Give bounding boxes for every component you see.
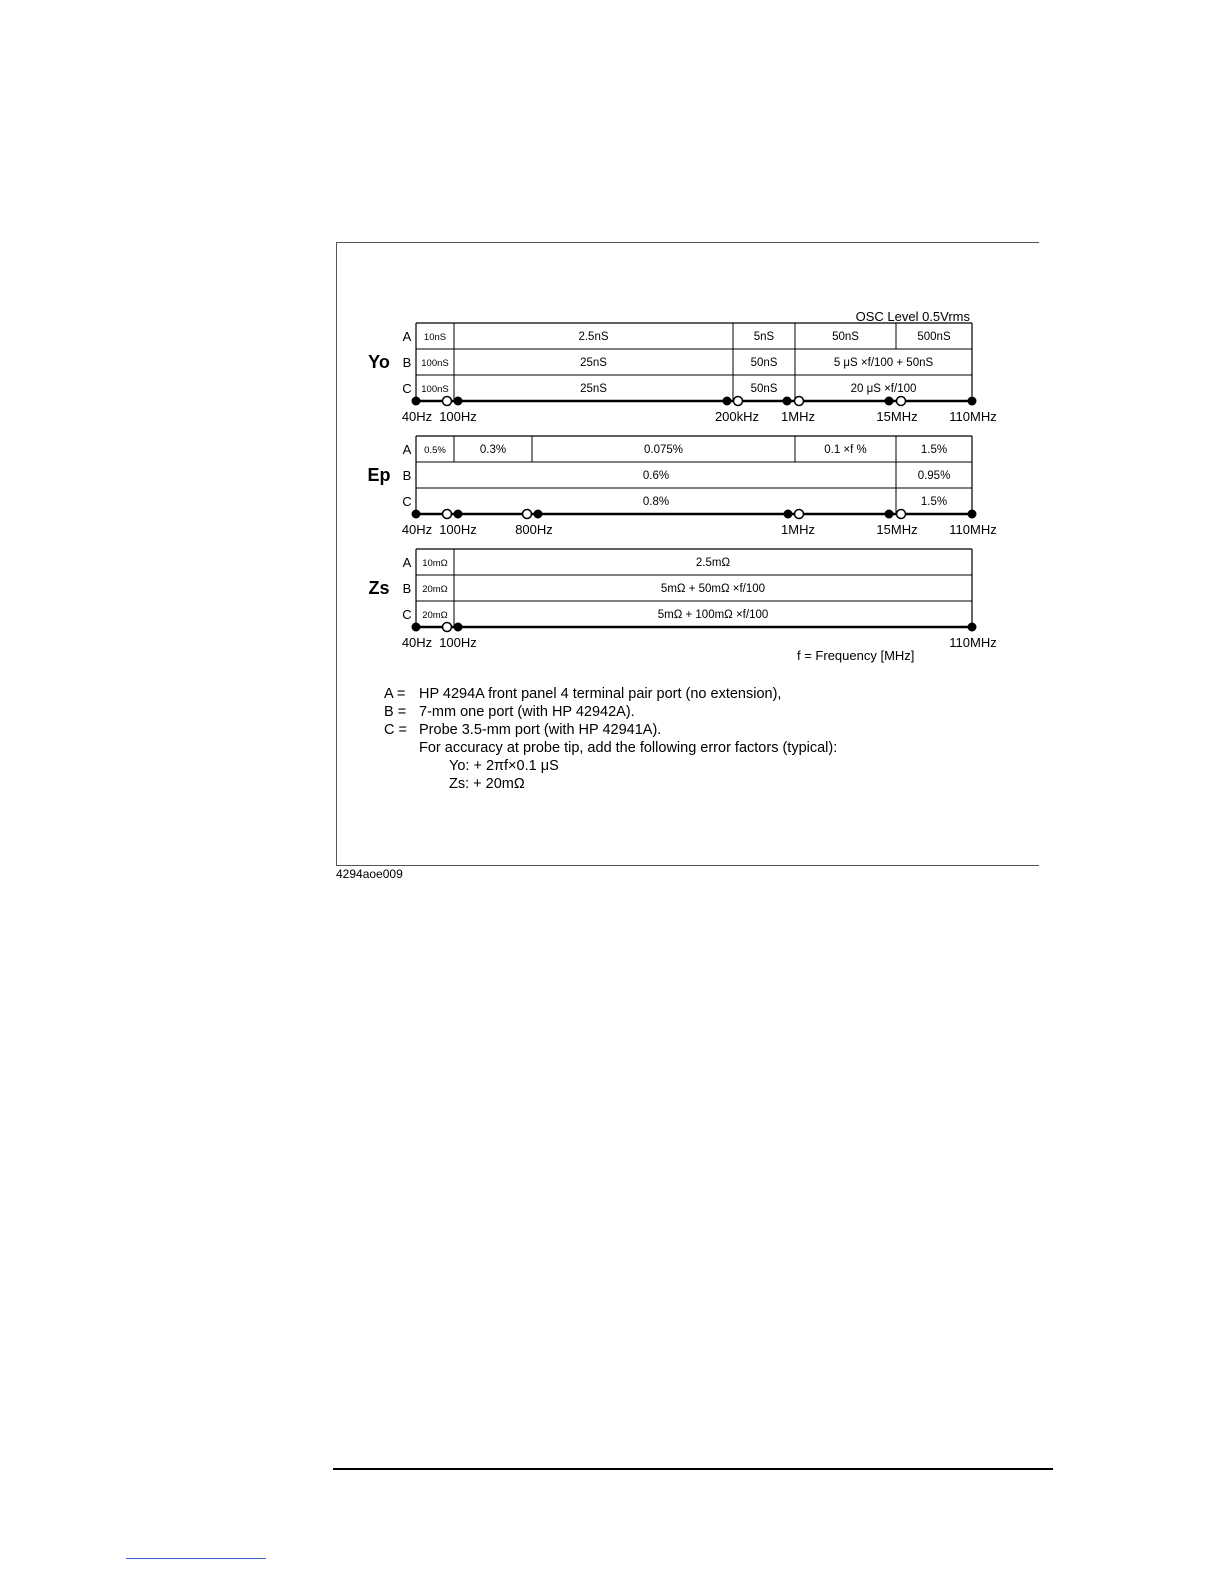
cell-value: 20 μS ×f/100	[850, 383, 917, 395]
cell-value: 50nS	[750, 383, 778, 395]
cell-value: 10nS	[423, 332, 447, 343]
figure-frame	[336, 242, 1039, 866]
cell-value: 2.5mΩ	[695, 557, 731, 569]
axis-dot-open	[443, 510, 452, 519]
freq-label: 40Hz	[401, 522, 433, 537]
cell-value: 0.3%	[479, 444, 507, 456]
freq-label: 15MHz	[876, 522, 918, 537]
axis-dot-filled	[968, 397, 977, 406]
cell-value: 50nS	[750, 357, 778, 369]
page-link-underline[interactable]	[126, 1558, 266, 1559]
freq-label: 1MHz	[781, 409, 815, 424]
footer-rule	[333, 1468, 1053, 1470]
axis-dot-open	[795, 510, 804, 519]
cell-value: 5nS	[753, 331, 775, 343]
cell-value: 100nS	[421, 384, 449, 395]
axis-dot-open	[795, 397, 804, 406]
cell-value: 5mΩ + 50mΩ ×f/100	[660, 583, 766, 595]
row-key: A	[402, 442, 412, 457]
cell-value: 0.95%	[917, 470, 951, 482]
axis-dot-open	[897, 510, 906, 519]
legend-text: 7-mm one port (with HP 42942A).	[419, 704, 635, 720]
freq-label: 100Hz	[439, 635, 477, 650]
row-key: B	[402, 468, 412, 483]
freq-label: 110MHz	[949, 635, 997, 650]
freq-label: 15MHz	[876, 409, 918, 424]
cell-value: 25nS	[580, 383, 607, 395]
axis-dot-open	[443, 397, 452, 406]
freq-label: 800Hz	[515, 522, 553, 537]
legend-text: HP 4294A front panel 4 terminal pair port (no extension),	[419, 686, 782, 702]
row-key: C	[402, 494, 412, 509]
axis-dot-filled	[968, 510, 977, 519]
legend-factor: Zs: + 20mΩ	[449, 776, 525, 792]
row-key: C	[402, 381, 412, 396]
cell-value: 0.8%	[642, 496, 670, 508]
freq-label: 1MHz	[781, 522, 815, 537]
freq-label: 40Hz	[401, 635, 433, 650]
axis-dot-filled	[885, 510, 894, 519]
cell-value: 1.5%	[920, 444, 948, 456]
freq-label: 110MHz	[949, 522, 997, 537]
cell-value: 100nS	[421, 358, 449, 369]
legend-key: C =	[384, 722, 407, 738]
cell-value: 50nS	[832, 331, 859, 343]
row-key: B	[402, 581, 412, 596]
legend-text: Probe 3.5-mm port (with HP 42941A).	[419, 722, 662, 738]
row-key: A	[402, 555, 412, 570]
cell-value: 1.5%	[920, 496, 948, 508]
axis-dot-filled	[885, 397, 894, 406]
axis-dot-open	[897, 397, 906, 406]
frequency-note: f = Frequency [MHz]	[797, 648, 915, 663]
axis-dot-filled	[454, 623, 463, 632]
cell-value: 0.075%	[643, 444, 684, 456]
cell-value: 0.6%	[642, 470, 670, 482]
param-label-zs: Zs	[368, 578, 390, 598]
param-label-yo: Yo	[368, 352, 390, 372]
row-key: A	[402, 329, 412, 344]
figure-id: 4294aoe009	[336, 867, 403, 881]
osc-level-label: OSC Level 0.5Vrms	[855, 309, 970, 324]
cell-value: 5 μS ×f/100 + 50nS	[833, 357, 934, 369]
cell-value: 20mΩ	[422, 610, 448, 621]
axis-dot-filled	[412, 623, 421, 632]
accuracy-diagram	[337, 243, 1040, 867]
axis-dot-filled	[723, 397, 732, 406]
axis-dot-open	[523, 510, 532, 519]
axis-dot-filled	[412, 397, 421, 406]
freq-label: 110MHz	[949, 409, 997, 424]
axis-dot-filled	[784, 510, 793, 519]
freq-label: 200kHz	[714, 409, 760, 424]
axis-dot-filled	[534, 510, 543, 519]
axis-dot-filled	[454, 510, 463, 519]
row-key: C	[402, 607, 412, 622]
cell-value: 5mΩ + 100mΩ ×f/100	[657, 609, 769, 621]
freq-label: 100Hz	[439, 409, 477, 424]
parameter-blocks	[367, 323, 996, 650]
legend-key: B =	[384, 704, 407, 720]
axis-dot-filled	[454, 397, 463, 406]
cell-value: 0.1 ×f %	[824, 444, 867, 456]
axis-dot-open	[443, 623, 452, 632]
legend-factor: Yo: + 2πf×0.1 μS	[449, 758, 559, 774]
param-label-ep: Ep	[367, 465, 391, 485]
axis-dot-filled	[412, 510, 421, 519]
cell-value: 20mΩ	[422, 584, 448, 595]
axis-dot-filled	[783, 397, 792, 406]
legend-note: For accuracy at probe tip, add the following error factors (typical):	[419, 740, 838, 756]
axis-dot-open	[734, 397, 743, 406]
cell-value: 10mΩ	[422, 558, 448, 569]
cell-value: 0.5%	[424, 445, 446, 456]
axis-dot-filled	[968, 623, 977, 632]
row-key: B	[402, 355, 412, 370]
freq-label: 40Hz	[401, 409, 433, 424]
cell-value: 25nS	[580, 357, 607, 369]
cell-value: 2.5nS	[578, 331, 609, 343]
legend-key: A =	[384, 686, 406, 702]
freq-label: 100Hz	[439, 522, 477, 537]
cell-value: 500nS	[917, 331, 951, 343]
